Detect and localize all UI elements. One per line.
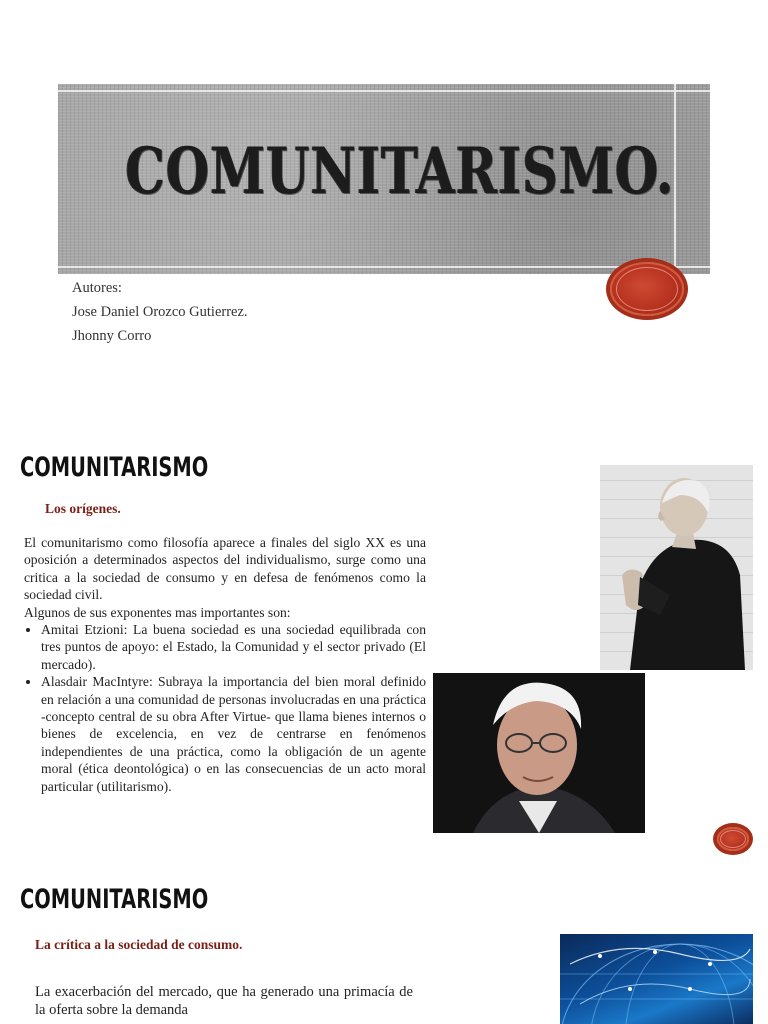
decorative-red-oval (717, 827, 749, 851)
title-slide (0, 0, 768, 380)
list-item: • Amitai Etzioni: La buena sociedad es una sociedad equilibrada con tres puntos de apoyo: el Estado, la Comunidad y el sector privado (El mercado). (41, 621, 426, 673)
authors-label: Autores: (72, 280, 122, 296)
portrait-profile-image (600, 465, 753, 670)
origins-slide (0, 440, 768, 860)
page-title: COMUNITARISMO. (125, 134, 675, 209)
decorative-red-oval (610, 262, 684, 316)
banner-divider-bottom (58, 266, 710, 268)
slide-subheading: Los orígenes. (45, 501, 121, 516)
globe-image (560, 934, 753, 1024)
network-globe-icon (560, 934, 753, 1024)
slide-body: La exacerbación del mercado, que ha generado una primacía de la oferta sobre la demanda (35, 984, 413, 1018)
slide-heading: COMUNITARISMO (20, 452, 209, 483)
list-item: • Alasdair MacIntyre: Subraya la importancia del bien moral definido en relación a una comunidad de personas involucradas en una práctica -concepto central de su obra After Virtue- que llama bienes internos o bienes de excelencia, en vez de centrarse en fenómenos independientes de una práctica, como la obligación de un agente moral (ética deontológica) o en las consecuencias de un acto moral particular (utilitarismo). (41, 673, 426, 795)
exponents-list (24, 621, 426, 795)
author-name: Jhonny Corro (72, 328, 152, 344)
portrait-glasses-image (433, 673, 645, 833)
banner-divider-top (58, 90, 710, 92)
slide-body (24, 534, 426, 795)
exponents-intro: Algunos de sus exponentes mas importantes son: (24, 604, 291, 620)
slide-heading: COMUNITARISMO (20, 884, 209, 915)
etzioni-photo (600, 465, 753, 670)
author-name: Jose Daniel Orozco Gutierrez. (72, 304, 248, 320)
authors-block (72, 276, 248, 348)
consumer-critique-slide (0, 880, 768, 1024)
slide-subheading: La crítica a la sociedad de consumo. (35, 937, 243, 952)
macintyre-photo (433, 673, 645, 833)
title-banner (58, 84, 710, 274)
intro-paragraph: El comunitarismo como filosofía aparece a finales del siglo XX es una oposición a determinados aspectos del individualismo, surge como una critica a la sociedad de consumo y en defesa de fenómenos como la sociedad civil. (24, 535, 426, 603)
